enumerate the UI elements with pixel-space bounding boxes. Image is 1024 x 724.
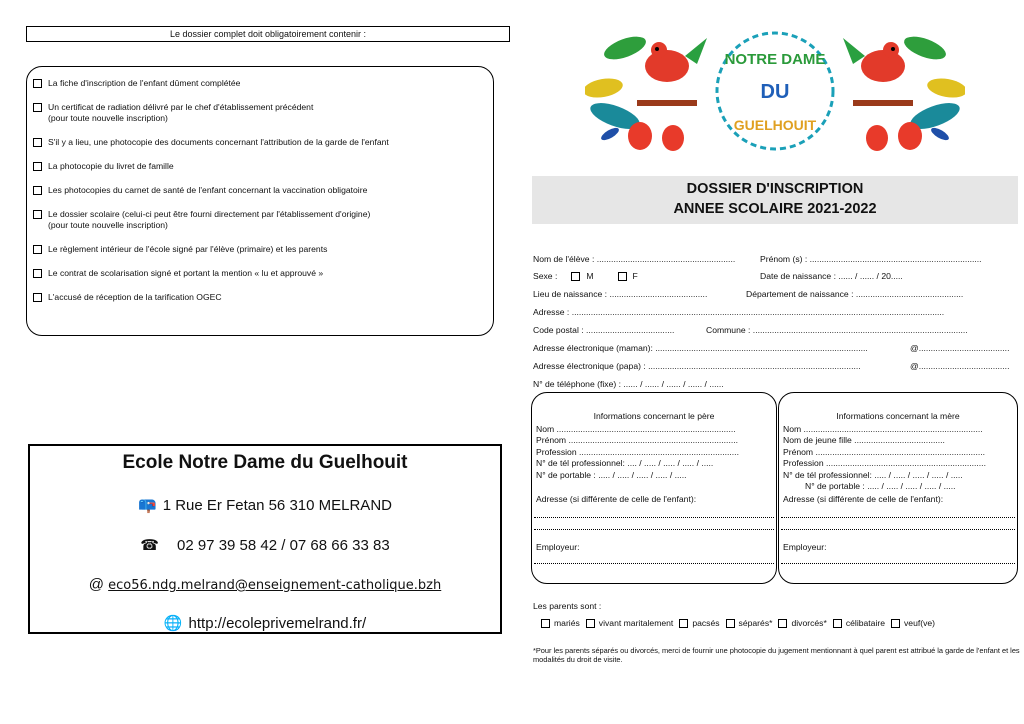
mother-portable[interactable]: N° de portable : ..... / ..... / ..... / ..... / ..... (805, 481, 956, 491)
school-logo (585, 26, 965, 156)
field-nom-eleve[interactable]: Nom de l'élève : .......................................................... (533, 254, 736, 264)
checkbox[interactable] (33, 138, 42, 147)
telephone-icon: ☎ (140, 537, 159, 554)
checkbox[interactable] (726, 619, 735, 628)
checkbox[interactable] (33, 103, 42, 112)
checkbox[interactable] (33, 269, 42, 278)
school-phone: ☎ 02 97 39 58 42 / 07 68 66 33 83 (140, 537, 390, 554)
requirement-item: L'accusé de réception de la tarification OGEC (33, 292, 222, 303)
field-date-naissance[interactable]: Date de naissance : ...... / ...... / 20..... (760, 271, 903, 281)
father-adresse-line[interactable] (534, 517, 774, 518)
field-email-maman-domain[interactable]: @...................................... (910, 343, 1010, 353)
status-option[interactable]: divorcés* (778, 618, 826, 628)
father-employeur: Employeur: (536, 542, 580, 552)
school-name: Ecole Notre Dame du Guelhouit (122, 452, 408, 473)
requirement-item: Le règlement intérieur de l'école signé par l'élève (primaire) et les parents (33, 244, 327, 255)
mother-adresse-line[interactable] (781, 529, 1015, 530)
requirement-item: Le dossier scolaire (celui-ci peut être fourni directement par l'établissement d'origine) (pour toute nouvelle inscription) (33, 209, 370, 231)
field-sexe: Sexe : M F (533, 271, 638, 281)
logo-graphic (585, 26, 965, 156)
checkbox[interactable] (679, 619, 688, 628)
checkbox-f[interactable] (618, 272, 627, 281)
mother-profession[interactable]: Profession ................................................................... (783, 458, 986, 468)
requirement-item: Les photocopies du carnet de santé de l'enfant concernant la vaccination obligatoire (33, 185, 367, 196)
form-title (532, 176, 1018, 224)
mother-prenom[interactable]: Prénom ....................................................................... (783, 447, 985, 457)
mother-adresse-line[interactable] (781, 517, 1015, 518)
checkbox[interactable] (833, 619, 842, 628)
logo-text-mid: DU (760, 81, 790, 103)
status-option[interactable]: vivant maritalement (586, 618, 674, 628)
checkbox[interactable] (33, 245, 42, 254)
father-employeur-line[interactable] (534, 563, 774, 564)
checkbox[interactable] (33, 210, 42, 219)
father-nom[interactable]: Nom ........................................................................... (536, 424, 736, 434)
mother-nom[interactable]: Nom ........................................................................... (783, 424, 983, 434)
requirements-list (26, 66, 494, 336)
at-icon: @ (88, 576, 104, 593)
status-option[interactable]: pacsés (679, 618, 719, 628)
field-email-maman[interactable]: Adresse électronique (maman): ......................................................................................... (533, 343, 868, 353)
checkbox-m[interactable] (571, 272, 580, 281)
checkbox[interactable] (778, 619, 787, 628)
mother-adresse: Adresse (si différente de celle de l'enfant): (783, 494, 944, 504)
checkbox[interactable] (586, 619, 595, 628)
checkbox[interactable] (33, 186, 42, 195)
requirement-item: Le contrat de scolarisation signé et portant la mention « lu et approuvé » (33, 268, 323, 279)
field-prenom[interactable]: Prénom (s) : ........................................................................ (760, 254, 982, 264)
field-adresse[interactable]: Adresse : ............................................................................................................................................................ (533, 307, 945, 317)
field-departement[interactable]: Département de naissance : ............................................. (746, 289, 964, 299)
checkbox[interactable] (33, 162, 42, 171)
school-address: 📪 1 Rue Er Fetan 56 310 MELRAND (138, 497, 392, 514)
requirement-item: La fiche d'inscription de l'enfant dûment complétée (33, 78, 240, 89)
logo-text-top: NOTRE DAME (724, 51, 826, 68)
form-title-line2: ANNEE SCOLAIRE 2021-2022 (673, 201, 877, 217)
requirements-title: Le dossier complet doit obligatoirement contenir : (26, 26, 510, 42)
globe-icon: 🌐 (163, 615, 183, 632)
field-lieu-naissance[interactable]: Lieu de naissance : ......................................... (533, 289, 708, 299)
requirement-item: La photocopie du livret de famille (33, 161, 174, 172)
field-commune[interactable]: Commune : .......................................................................................... (706, 325, 968, 335)
status-option[interactable]: veuf(ve) (891, 618, 935, 628)
checkbox[interactable] (33, 293, 42, 302)
mother-employeur: Employeur: (783, 542, 827, 552)
website-link[interactable]: http://ecoleprivemelrand.fr/ (188, 615, 367, 632)
mother-nom-jeune-fille[interactable]: Nom de jeune fille ...................................... (783, 435, 945, 445)
field-email-papa[interactable]: Adresse électronique (papa) : ......................................................................................... (533, 361, 861, 371)
field-email-papa-domain[interactable]: @...................................... (910, 361, 1010, 371)
mother-tel-pro[interactable]: N° de tél professionnel: ..... / ..... / ..... / ..... / ..... (783, 470, 963, 480)
email-link[interactable]: eco56.ndg.melrand@enseignement-catholique.bzh (108, 578, 442, 593)
school-email (30, 576, 500, 593)
form-title-line1: DOSSIER D'INSCRIPTION (686, 181, 864, 197)
father-adresse-line[interactable] (534, 529, 774, 530)
father-box-title: Informations concernant le père (593, 411, 715, 421)
requirement-item: Un certificat de radiation délivré par le chef d'établissement précédent (pour toute nouvelle inscription) (33, 102, 313, 124)
status-label: Les parents sont : (533, 601, 602, 611)
field-code-postal[interactable]: Code postal : ..................................... (533, 325, 675, 335)
logo-text-bottom: GUELHOUIT (733, 117, 817, 133)
status-option[interactable]: mariés (541, 618, 580, 628)
status-option[interactable]: célibataire (833, 618, 885, 628)
mailbox-icon: 📪 (138, 497, 157, 514)
status-option[interactable]: séparés* (726, 618, 773, 628)
requirement-item: S'il y a lieu, une photocopie des documents concernant l'attribution de la garde de l'enfant (33, 137, 389, 148)
mother-info-box (778, 392, 1018, 584)
father-prenom[interactable]: Prénom ....................................................................... (536, 435, 738, 445)
checkbox[interactable] (33, 79, 42, 88)
checkbox[interactable] (541, 619, 550, 628)
footnote: *Pour les parents séparés ou divorcés, merci de fournir une photocopie du jugement mentionnant à quel parent est attribué la garde de l'enfant et les modalités du droit de visite. (533, 646, 1020, 664)
field-telephone[interactable]: N° de téléphone (fixe) : ...... / ...... / ...... / ...... / ...... (533, 379, 724, 389)
father-profession[interactable]: Profession ................................................................... (536, 447, 739, 457)
school-contact-card (28, 444, 502, 634)
father-portable[interactable]: N° de portable : ..... / ..... / ..... / ..... / ..... (536, 470, 687, 480)
school-website (30, 614, 500, 632)
father-tel-pro[interactable]: N° de tél professionnel: .... / ..... / ..... / ..... / ..... (536, 458, 714, 468)
status-options (541, 618, 941, 628)
mother-employeur-line[interactable] (781, 563, 1015, 564)
father-info-box (531, 392, 777, 584)
mother-box-title: Informations concernant la mère (836, 411, 960, 421)
father-adresse: Adresse (si différente de celle de l'enfant): (536, 494, 697, 504)
checkbox[interactable] (891, 619, 900, 628)
